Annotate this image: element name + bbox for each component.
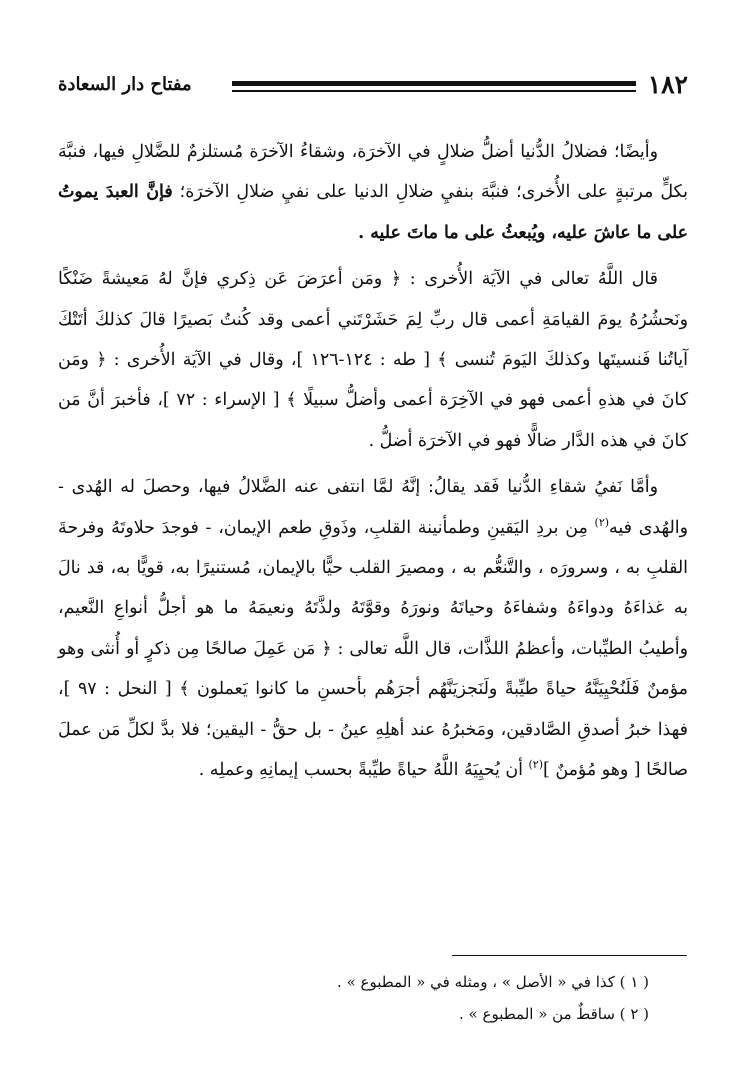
paragraph-text: أن يُحيِيَهُ اللَّهُ حياةً طيِّبةً بحسب إيمانِهِ وعملِه . xyxy=(198,760,529,781)
paragraph-text: مِن بردِ اليَقينِ وطمأنينة القلبِ، وذَوقِ طعم الإيمان، - فوجدَ حلاوتَهُ وفرحةَ القلبِ به ، وسرورَه ، والتَّنعُّم به ، ومصيرَ القلب حيًّا بالإيمان، مُستنيرًا به، قويًّا به، قد نالَ به غذاءَهُ ودواءَهُ وشفاءَهُ وحياتَهُ ونورَهُ وقوَّتَهُ ولذَّتَهُ ونعيمَهُ ما هو أجلُّ أنواعِ النَّعيم، وأطيبُ الطيِّبات، وأعظمُ اللذَّات، قال اللَّه تعالى : ﴿ مَن عَمِلَ صالحًا مِن ذكرٍ أو أُنثى وهو مؤمنٌ فَلَنُحْيِيَنَّهُ حياةً طيِّبةً ولَنَجزيَنَّهُم أجرَهُم بأحسنِ ما كانوا يَعملون ﴾ [ النحل : ٩٧ ]، فهذا خبرُ أصدقِ الصَّادقين، ومَخبرُهُ عند أهلِهِ عينُ - بل حقُّ - اليقين؛ فلا بدَّ لكلِّ مَن عملَ صالحًا [ وهو مُؤمنٌ ] xyxy=(58,517,688,781)
paragraph-3 xyxy=(58,467,688,790)
page-number: ١٨٢ xyxy=(647,70,688,99)
paragraph-text: وأمَّا نَفيُ شقاءِ الدُّنيا فَقد يقالُ: إنَّهُ لمَّا انتفى عنه الضَّلالُ فيها، وحصلَ له الهُدى - والهُدى فيه xyxy=(58,477,688,538)
page-header xyxy=(58,70,688,110)
paragraph-text: قال اللَّهُ تعالى في الآيَة الأُخرى : ﴿ ومَن أعرَضَ عَن ذِكري فإنَّ لهُ مَعيشةً ضَنْكًا ونَحشُرُهُ يومَ القيامَةِ أعمى قال ربِّ لِمَ حَشَرْتَني أعمى وقد كُنتُ بَصيرًا قالَ كذلكَ أتَتْكَ آياتُنا فَنسيتَها وكذلكَ اليَومَ تُنسى ﴾ [ طه : ١٢٤-١٢٦ ]، وقال في الآيَة الأُخرى : ﴿ ومَن كانَ في هذهِ أعمى فهو في الآخِرَة أعمى وأضلُّ سبيلًا ﴾ [ الإسراء : ٧٢ ]، فأخبرَ أنَّ مَن كانَ في هذه الدَّار ضالًّا فهو في الآخرَة أضلُّ . xyxy=(58,269,688,451)
paragraph-text: وأيضًا؛ فضلالُ الدُّنيا أضلُّ ضلالٍ في الآخرَة، وشقاءُ الآخرَة مُستلزمٌ للضَّلالِ فيها، فنبَّهَ بكلٍّ مرتبةٍ على الأُخرى؛ فنبَّهَ بنفيِ ضلالِ الدنيا على نفيِ ضلالِ الآخرَة؛ xyxy=(58,142,688,203)
footnote-ref[interactable]: (٢) xyxy=(528,758,544,772)
footnote-1: ( ١ ) كذا في « الأصل » ، ومثله في « المطبوع » . xyxy=(337,973,649,991)
header-rule-thick xyxy=(232,81,636,86)
footnotes xyxy=(57,966,687,1030)
bold-statement: فإنَّ العبدَ يموتُ على ما عاشَ عليه، ويُبعثُ على ما ماتَ عليه . xyxy=(58,182,688,243)
footnote-2: ( ٢ ) ساقطٌ من « المطبوع » . xyxy=(459,1005,649,1023)
body-text xyxy=(58,132,688,791)
paragraph-2 xyxy=(58,259,688,461)
header-rule-thin xyxy=(232,90,636,92)
paragraph-1 xyxy=(58,132,688,253)
footnote-ref[interactable]: (٢) xyxy=(594,515,610,529)
footnote-divider xyxy=(452,955,687,956)
book-title: مفتاح دار السعادة xyxy=(58,74,192,95)
header-rule xyxy=(232,81,636,95)
